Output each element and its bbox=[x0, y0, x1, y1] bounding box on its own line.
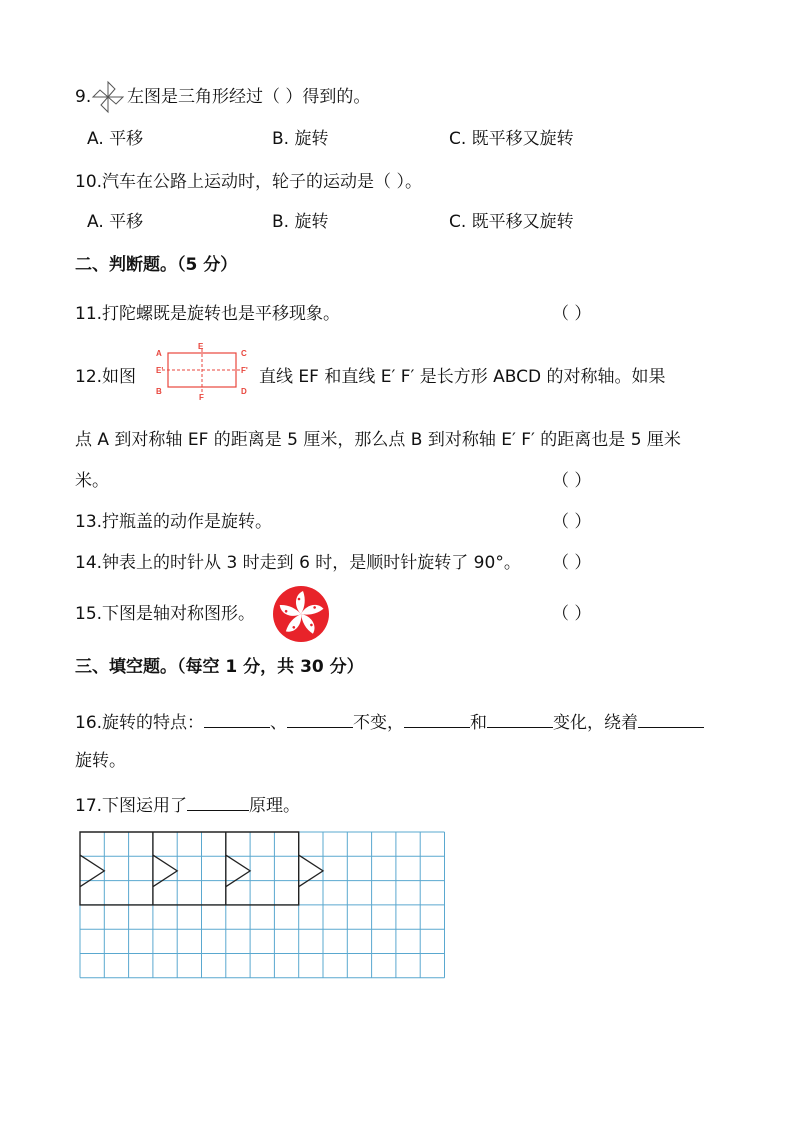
q9-text: 左图是三角形经过（ ）得到的。 bbox=[127, 87, 371, 107]
q11-text: 11.打陀螺既是旋转也是平移现象。 bbox=[75, 304, 341, 324]
q12-answer-paren[interactable]: （ ） bbox=[552, 471, 592, 491]
q14-text: 14.钟表上的时针从 3 时走到 6 时，是顺时针旋转了 90°。 bbox=[75, 553, 521, 573]
q9-option-a: A. 平移 bbox=[87, 129, 144, 149]
q11-answer-paren[interactable]: （ ） bbox=[552, 304, 592, 324]
q17-line bbox=[75, 792, 300, 817]
flag-chevron bbox=[299, 855, 323, 887]
fig-label-e: E bbox=[198, 342, 204, 351]
shape-outline bbox=[80, 832, 299, 905]
q9-number: 9. bbox=[75, 87, 92, 107]
flag-chevron bbox=[226, 855, 250, 887]
section-2-title: 二、判断题。（5 分） bbox=[75, 255, 238, 275]
q16-blank-3[interactable] bbox=[404, 709, 470, 728]
fig-label-c: C bbox=[241, 349, 247, 358]
fig-label-b: B bbox=[156, 387, 162, 396]
q16-line1 bbox=[75, 709, 704, 734]
q10-option-a: A. 平移 bbox=[87, 212, 144, 232]
q16-blank-5[interactable] bbox=[638, 709, 704, 728]
fig-label-e2: E' bbox=[156, 366, 164, 375]
q15-answer-paren[interactable]: （ ） bbox=[552, 604, 592, 624]
q17-blank[interactable] bbox=[187, 792, 249, 811]
q17-prefix: 17.下图运用了 bbox=[75, 796, 188, 816]
q9-option-c: C. 既平移又旋转 bbox=[449, 129, 574, 149]
q12-prefix: 12.如图 bbox=[75, 367, 137, 387]
q17-suffix: 原理。 bbox=[249, 796, 301, 816]
fig-label-a: A bbox=[156, 349, 162, 358]
q13-text: 13.拧瓶盖的动作是旋转。 bbox=[75, 512, 273, 532]
flag-chevron bbox=[153, 855, 177, 887]
q12-line3: 米。 bbox=[75, 471, 109, 491]
q10-option-b: B. 旋转 bbox=[272, 212, 329, 232]
bauhinia-emblem-icon bbox=[272, 585, 330, 643]
q16-prefix: 16.旋转的特点： bbox=[75, 713, 205, 733]
fig-label-d: D bbox=[241, 387, 247, 396]
q14-answer-paren[interactable]: （ ） bbox=[552, 553, 592, 573]
q16-blank-2[interactable] bbox=[287, 709, 353, 728]
q10-text: 10.汽车在公路上运动时，轮子的运动是（ ）。 bbox=[75, 172, 422, 192]
translation-grid-figure bbox=[80, 832, 454, 980]
q9-option-b: B. 旋转 bbox=[272, 129, 329, 149]
windmill-figure-icon bbox=[91, 80, 125, 114]
fig-label-f2: F' bbox=[241, 366, 248, 375]
q16-blank-1[interactable] bbox=[204, 709, 270, 728]
q10-option-c: C. 既平移又旋转 bbox=[449, 212, 574, 232]
q12-line1: 直线 EF 和直线 E′ F′ 是长方形 ABCD 的对称轴。如果 bbox=[259, 367, 666, 387]
section-3-title: 三、填空题。（每空 1 分，共 30 分） bbox=[75, 657, 364, 677]
q16-blank-4[interactable] bbox=[487, 709, 553, 728]
q16-line2: 旋转。 bbox=[75, 751, 126, 771]
q16-mid3: 变化，绕着 bbox=[553, 713, 639, 733]
q16-mid2: 和 bbox=[470, 713, 488, 733]
fig-label-f: F bbox=[199, 393, 204, 402]
q15-text: 15.下图是轴对称图形。 bbox=[75, 604, 256, 624]
flag-chevron bbox=[80, 855, 104, 887]
q13-answer-paren[interactable]: （ ） bbox=[552, 512, 592, 532]
q16-sep1: 、 bbox=[270, 713, 288, 733]
rectangle-axes-figure bbox=[152, 343, 256, 401]
q12-line2: 点 A 到对称轴 EF 的距离是 5 厘米，那么点 B 到对称轴 E′ F′ 的距离也是 5 厘米 bbox=[75, 430, 681, 450]
q16-mid1: 不变， bbox=[353, 713, 405, 733]
